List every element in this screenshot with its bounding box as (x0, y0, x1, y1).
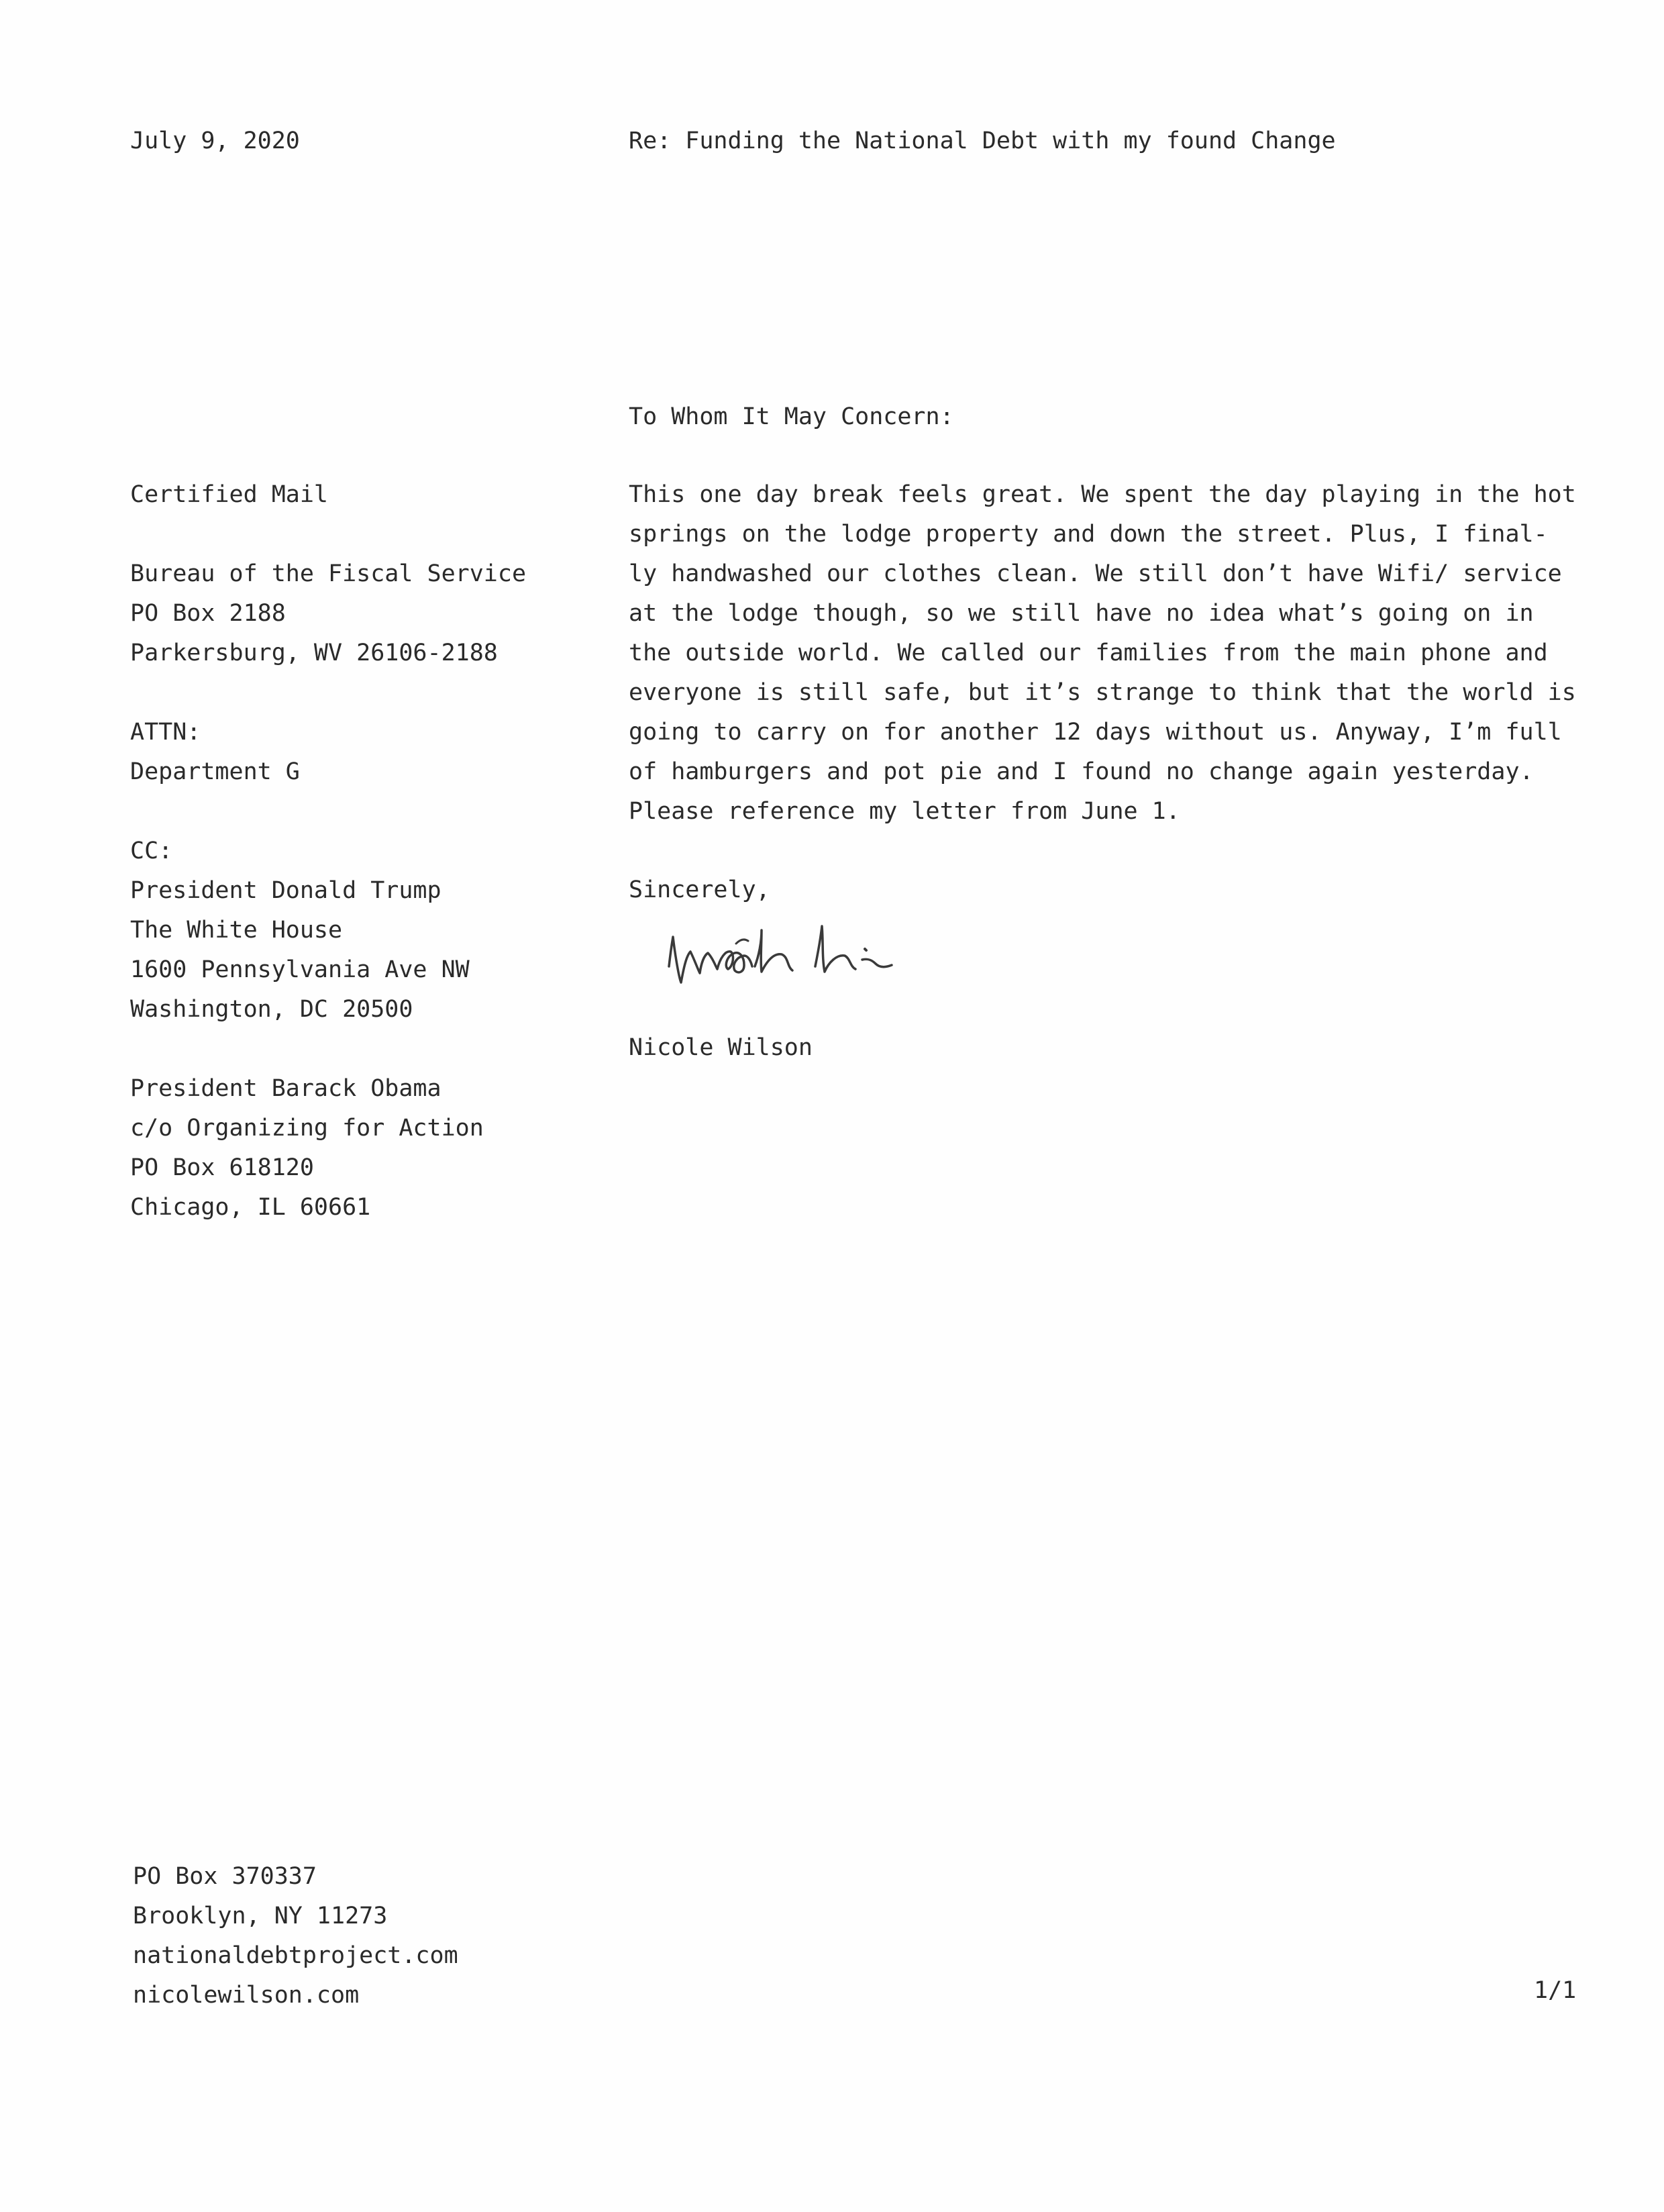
sender-footer (133, 1857, 603, 2015)
address-line: Parkersburg, WV 26106-2188 (130, 640, 498, 666)
address-line: PO Box 618120 (130, 1154, 314, 1181)
attn-label: ATTN: (130, 719, 201, 746)
body-line: Please reference my letter from June 1. (629, 798, 1180, 825)
address-column (130, 475, 560, 1227)
signer-name: Nicole Wilson (629, 1034, 813, 1061)
body-line: going to carry on for another 12 days without us. Anyway, I’m full (629, 719, 1562, 746)
spacer (130, 515, 560, 554)
address-line: Bureau of the Fiscal Service (130, 560, 527, 587)
spacer (130, 1029, 560, 1069)
address-line: President Barack Obama (130, 1075, 441, 1102)
footer-website-link[interactable]: nationaldebtproject.com (133, 1942, 458, 1969)
address-line: Washington, DC 20500 (130, 996, 413, 1023)
address-line: 1600 Pennsylvania Ave NW (130, 956, 470, 983)
cc-obama-address (130, 1069, 560, 1227)
spacer (130, 673, 560, 713)
body-line: This one day break feels great. We spent the day playing in the hot (629, 481, 1576, 508)
body-line: the outside world. We called our families from the main phone and (629, 640, 1548, 666)
letter-body (629, 475, 1581, 832)
address-line: The White House (130, 917, 343, 944)
footer-website-link[interactable]: nicolewilson.com (133, 1982, 360, 2009)
body-line: of hamburgers and pot pie and I found no change again yesterday. (629, 758, 1534, 785)
letter-date: July 9, 2020 (130, 128, 300, 154)
footer-address-line: Brooklyn, NY 11273 (133, 1903, 388, 1929)
delivery-method: Certified Mail (130, 481, 329, 508)
body-line: everyone is still safe, but it’s strange to think that the world is (629, 679, 1576, 706)
body-line: springs on the lodge property and down the street. Plus, I final- (629, 521, 1548, 548)
address-line: President Donald Trump (130, 877, 441, 904)
closing: Sincerely, (629, 876, 770, 903)
page-number: 1/1 (1534, 1977, 1577, 2004)
address-line: PO Box 2188 (130, 600, 286, 627)
cc-label: CC: (130, 838, 173, 864)
footer-address-line: PO Box 370337 (133, 1863, 317, 1890)
body-line: ly handwashed our clothes clean. We still don’t have Wifi/ service (629, 560, 1562, 587)
handwritten-signature (661, 902, 983, 996)
salutation: To Whom It May Concern: (629, 403, 954, 430)
cc-trump-address (130, 871, 560, 1029)
recipient-address (130, 554, 560, 673)
attention-block (130, 713, 560, 792)
address-line: c/o Organizing for Action (130, 1115, 484, 1142)
address-line: Chicago, IL 60661 (130, 1194, 371, 1221)
spacer (130, 792, 560, 832)
body-line: at the lodge though, so we still have no idea what’s going on in (629, 600, 1534, 627)
attn-department: Department G (130, 758, 300, 785)
letter-subject: Re: Funding the National Debt with my found Change (629, 128, 1336, 154)
